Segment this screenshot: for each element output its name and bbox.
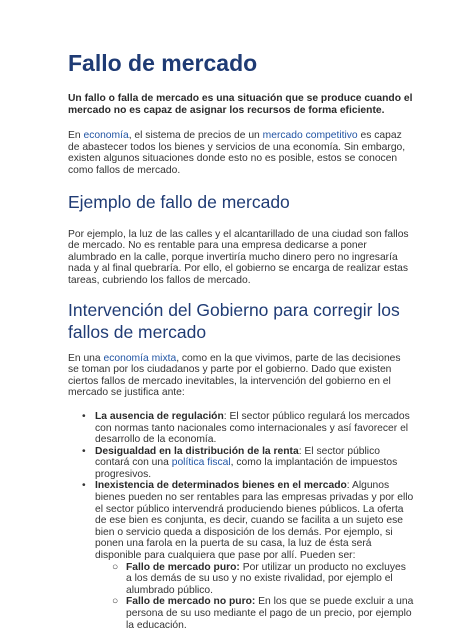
sub-list-item (68, 596, 414, 631)
intro-text-b: , el sistema de precios de un (128, 130, 263, 142)
sub-list-item-title: Fallo de mercado no puro: (126, 596, 256, 608)
link-economia-mixta[interactable]: economía mixta (103, 352, 177, 364)
lead-paragraph: Un fallo o falla de mercado es una situación que se produce cuando el mercado no es capaz de asignar los recursos de forma eficiente. (68, 93, 413, 116)
link-economia[interactable]: economía (83, 130, 129, 142)
sub-list-item-title: Fallo de mercado puro: (126, 561, 240, 573)
list-item-title: La ausencia de regulación (95, 410, 224, 422)
intervention-text-b: , como en la que vivimos, parte de las decisiones se toman por los ciudadanos y parte por el gobierno. Dado que existen ciertos fallos de mercado inevitables, la intervención del gobierno en el mercado se justifica ante: (68, 352, 401, 399)
list-item-text-b: , como la implantación de impuestos progresivos. (95, 457, 398, 480)
list-item (68, 446, 414, 481)
list-item-text: : Algunos bienes pueden no ser rentables para las empresas privadas y por ello el sector público intervendrá produciendo bienes públicos. La oferta de ese bien es conjunta, es decir, cuando se facilita a un sujeto ese bien o servicio queda a disposición de los demás. Por ejemplo, si ponen una farola en la puerta de su casa, la luz de ésta será disponible para cualquiera que pase por allí. Pueden ser: (95, 480, 414, 562)
circle-bullet-icon: ○ (112, 561, 119, 573)
heading-intervention: Intervención del Gobierno para corregir los fallos de mercado (68, 299, 400, 342)
intro-text-c: es capaz de abastecer todos los bienes y servicios de una economía. Sin embargo, existen algunos situaciones donde esto no es posible, estos se conocen como fallos de mercado. (68, 130, 406, 176)
circle-bullet-icon: ○ (112, 596, 119, 608)
intervention-paragraph (68, 353, 414, 399)
justification-list (68, 411, 414, 631)
bullet-icon: • (82, 480, 86, 492)
list-item-title: Inexistencia de determinados bienes en el mercado (95, 480, 347, 492)
heading-example: Ejemplo de fallo de mercado (68, 191, 290, 212)
link-mercado-competitivo[interactable]: mercado competitivo (262, 130, 358, 142)
bullet-icon: • (82, 445, 86, 457)
list-item-text-a: : El sector público contará con una (95, 445, 380, 469)
sub-list-item-text: Por utilizar un producto no excluyes a los demás de su uso y no existe rivalidad, por ejemplo el alumbrado público. (126, 561, 406, 596)
sub-list (95, 562, 414, 632)
link-politica-fiscal[interactable]: política fiscal (171, 457, 231, 469)
intervention-text-a: En una (68, 352, 104, 364)
list-item-title: Desigualdad en la distribución de la renta (95, 445, 299, 457)
list-item-text: : El sector público regulará los mercados con normas tanto nacionales como internacionales y así favorecer el desarrollo de la economía. (95, 410, 410, 446)
sub-list-item (68, 562, 414, 597)
bullet-icon: • (82, 410, 86, 422)
list-item (68, 480, 414, 631)
page-title: Fallo de mercado (68, 50, 258, 76)
example-paragraph: Por ejemplo, la luz de las calles y el alcantarillado de una ciudad son fallos de mercado. No es rentable para una empresa dedicarse a poner alumbrado en la calle, porque invertiría mucho dinero pero no ingresaría nada y al final quebraría. Por ello, el gobierno se encarga de realizar estas tareas, cubriendo los fallos de mercado. (68, 228, 409, 286)
sub-list-item-text: En los que se puede excluir a una persona de su uso mediante el pago de un precio, por ejemplo la educación. (126, 596, 414, 631)
list-item (68, 411, 414, 446)
intro-paragraph (68, 130, 414, 176)
intro-text-a: En (68, 130, 84, 142)
